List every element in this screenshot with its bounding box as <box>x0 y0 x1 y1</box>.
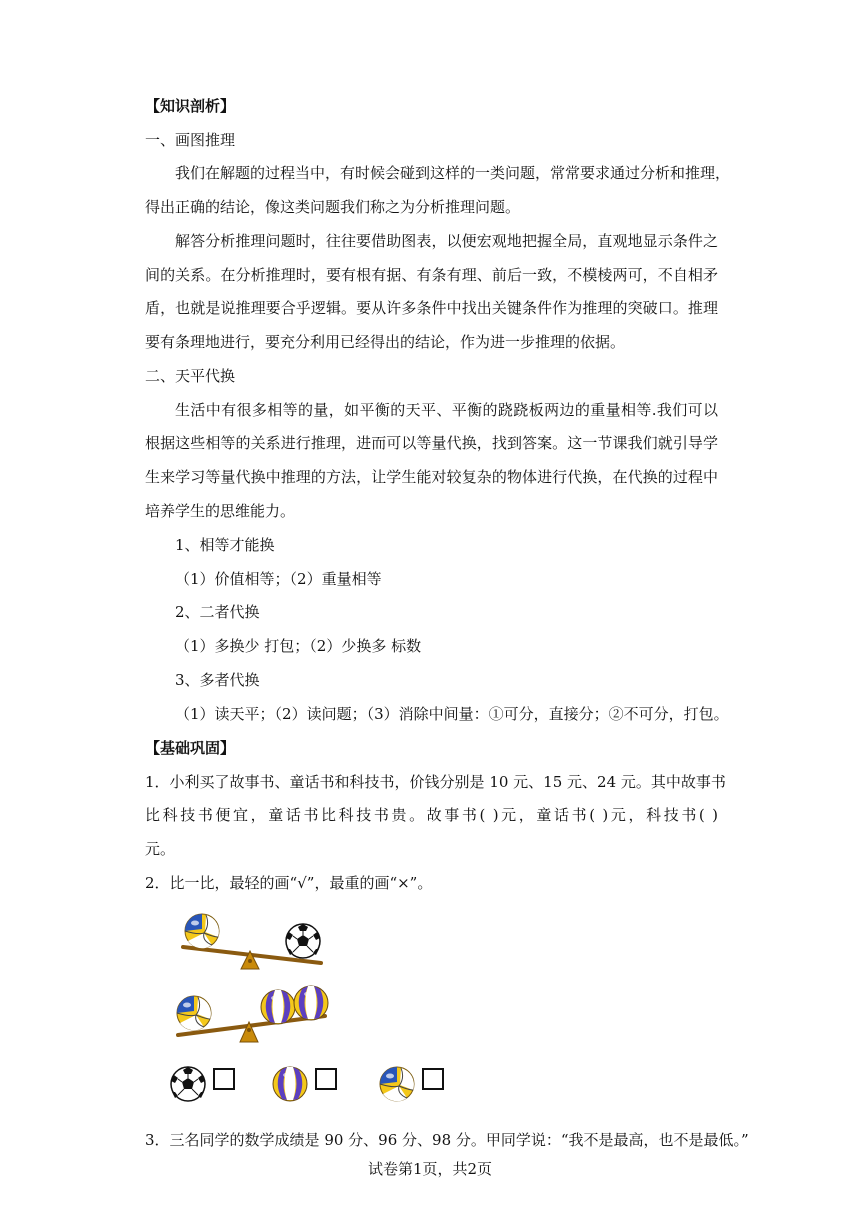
part2-heading: 二、天平代换 <box>145 367 236 385</box>
soccer-ball-icon <box>286 924 320 958</box>
answer-box-soccer[interactable] <box>213 1068 235 1090</box>
question-1-line3: 元。 <box>145 840 176 858</box>
volleyball-icon <box>185 914 219 948</box>
part1-heading: 一、画图推理 <box>145 131 236 149</box>
list-item-2-detail: （1）多换少 打包；（2）少换多 标数 <box>175 637 422 655</box>
question-1-line1: 1．小利买了故事书、童话书和科技书，价钱分别是 10 元、15 元、24 元。其中故事书 <box>145 773 726 791</box>
answer-box-volleyball[interactable] <box>422 1068 444 1090</box>
question-2-prompt: 2．比一比，最轻的画“√”，最重的画“×”。 <box>145 874 433 892</box>
beach-ball-icon <box>270 1064 310 1104</box>
part2-paragraph-line3: 生来学习等量代换中推理的方法，让学生能对较复杂的物体进行代换，在代换的过程中 <box>145 468 718 486</box>
soccer-ball-icon <box>168 1064 208 1104</box>
part1-paragraph2-line2: 间的关系。在分析推理时，要有根有据、有条有理、前后一致，不模棱两可，不自相矛 <box>145 266 718 284</box>
question-1-line2: 比科技书便宜，童话书比科技书贵。故事书( )元，童话书( )元，科技书( ) <box>145 806 718 824</box>
part2-paragraph-line1: 生活中有很多相等的量，如平衡的天平、平衡的跷跷板两边的重量相等.我们可以 <box>175 401 718 419</box>
list-item-3-detail: （1）读天平；（2）读问题；（3）消除中间量：①可分，直接分；②不可分，打包。 <box>175 705 729 723</box>
section-heading-analysis: 【知识剖析】 <box>145 97 236 115</box>
part1-paragraph1-line1: 我们在解题的过程当中，有时候会碰到这样的一类问题，常常要求通过分析和推理， <box>175 164 731 182</box>
volleyball-icon <box>377 1064 417 1104</box>
part1-paragraph2-line1: 解答分析推理问题时，往往要借助图表，以便宏观地把握全局，直观地显示条件之 <box>175 232 718 250</box>
section-heading-basic: 【基础巩固】 <box>145 739 236 757</box>
volleyball-icon <box>177 996 211 1030</box>
seesaw-1 <box>175 905 335 975</box>
seesaw-2 <box>170 980 335 1050</box>
part1-paragraph2-line4: 要有条理地进行，要充分利用已经得出的结论，作为进一步推理的依据。 <box>145 333 626 351</box>
part2-paragraph-line2: 根据这些相等的关系进行推理，进而可以等量代换，找到答案。这一节课我们就引导学 <box>145 434 718 452</box>
question-3-line1: 3．三名同学的数学成绩是 90 分、96 分、98 分。甲同学说：“我不是最高，也不是最低。” <box>145 1131 749 1149</box>
beach-ball-icon <box>261 990 295 1024</box>
list-item-3: 3、多者代换 <box>175 671 260 689</box>
part2-paragraph-line4: 培养学生的思维能力。 <box>145 502 296 520</box>
beach-ball-icon <box>294 986 328 1020</box>
page-footer: 试卷第1页，共2页 <box>367 1160 493 1178</box>
part1-paragraph2-line3: 盾，也就是说推理要合乎逻辑。要从许多条件中找出关键条件作为推理的突破口。推理 <box>145 299 718 317</box>
list-item-1-detail: （1）价值相等；（2）重量相等 <box>175 570 382 588</box>
list-item-2: 2、二者代换 <box>175 603 260 621</box>
part1-paragraph1-line2: 得出正确的结论，像这类问题我们称之为分析推理问题。 <box>145 198 521 216</box>
answer-box-beach-ball[interactable] <box>315 1068 337 1090</box>
list-item-1: 1、相等才能换 <box>175 536 275 554</box>
